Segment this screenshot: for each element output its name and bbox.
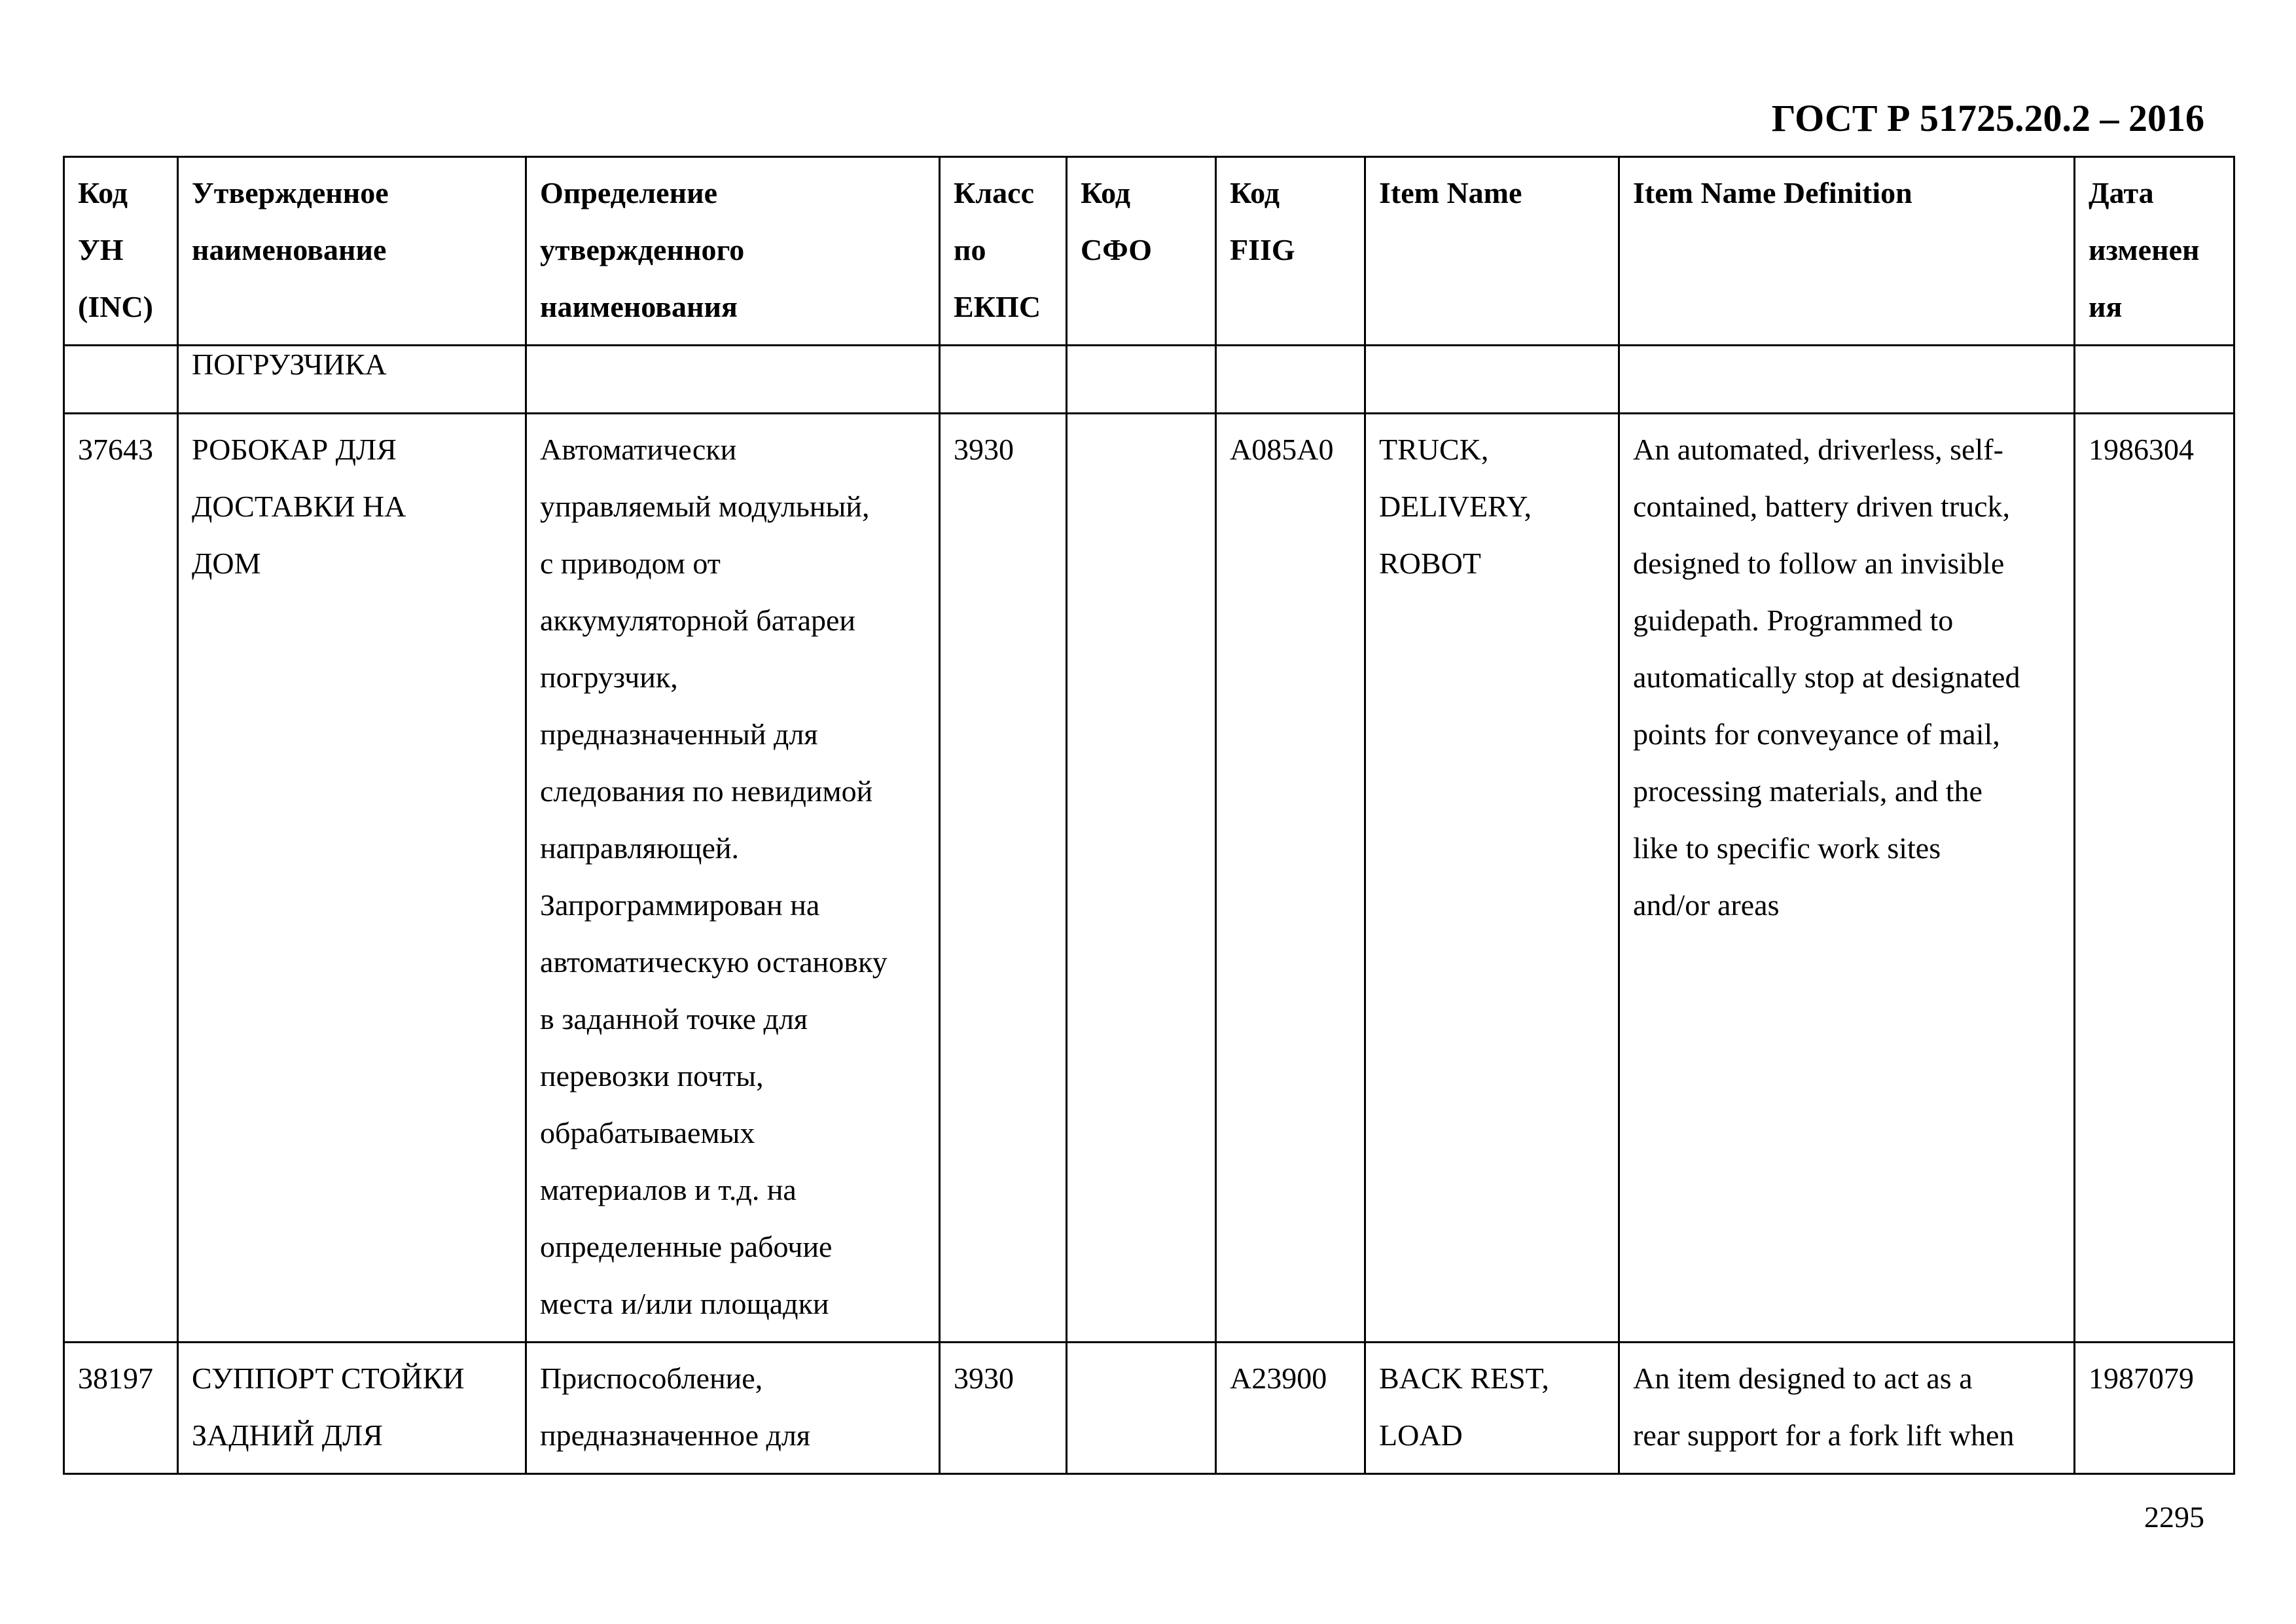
cell-change-date xyxy=(2075,346,2234,414)
column-header-sfo: Код СФО xyxy=(1067,157,1216,346)
column-header-item-name: Item Name xyxy=(1365,157,1619,346)
column-header-class: Класс по ЕКПС xyxy=(940,157,1067,346)
cell-sfo xyxy=(1067,414,1216,1343)
column-header-definition: Определение утвержденного наименования xyxy=(526,157,940,346)
cell-sfo xyxy=(1067,346,1216,414)
cell-item-name-definition: An automated, driverless, self- contained, battery driven truck, designed to follow an invisible guidepath. Programmed to automatically stop at designated points for conveyance of mail, processing materials, and the like to specific work sites and/or areas xyxy=(1619,414,2075,1343)
document-header: ГОСТ Р 51725.20.2 – 2016 xyxy=(1771,97,2204,139)
column-header-fiig: Код FIIG xyxy=(1216,157,1365,346)
cell-class xyxy=(940,346,1067,414)
cell-approved-name: ПОГРУЗЧИКА xyxy=(178,346,526,414)
cell-item-name: TRUCK, DELIVERY, ROBOT xyxy=(1365,414,1619,1343)
cell-fiig xyxy=(1216,346,1365,414)
cell-item-name-definition: An item designed to act as a rear support for a fork lift when xyxy=(1619,1343,2075,1474)
page-number: 2295 xyxy=(2144,1500,2204,1534)
column-header-item-name-definition: Item Name Definition xyxy=(1619,157,2075,346)
cell-inc: 38197 xyxy=(64,1343,178,1474)
cell-inc xyxy=(64,346,178,414)
cell-inc: 37643 xyxy=(64,414,178,1343)
cell-fiig: A23900 xyxy=(1216,1343,1365,1474)
cell-fiig: A085A0 xyxy=(1216,414,1365,1343)
cell-item-name xyxy=(1365,346,1619,414)
cell-approved-name: СУППОРТ СТОЙКИ ЗАДНИЙ ДЛЯ xyxy=(178,1343,526,1474)
column-header-change-date: Дата изменен ия xyxy=(2075,157,2234,346)
cell-sfo xyxy=(1067,1343,1216,1474)
table-row xyxy=(64,1343,2234,1474)
cell-item-name-definition xyxy=(1619,346,2075,414)
cell-definition xyxy=(526,346,940,414)
cell-change-date: 1986304 xyxy=(2075,414,2234,1343)
cell-definition: Автоматически управляемый модульный, с приводом от аккумуляторной батареи погрузчик, предназначенный для следования по невидимой направляющей. Запрограммирован на автоматическую остановку в заданной точке для перевозки почты, обрабатываемых материалов и т.д. на определенные рабочие места и/или площадки xyxy=(526,414,940,1343)
column-header-approved-name: Утвержденное наименование xyxy=(178,157,526,346)
column-header-inc: Код УН (INC) xyxy=(64,157,178,346)
cell-definition: Приспособление, предназначенное для xyxy=(526,1343,940,1474)
cell-change-date: 1987079 xyxy=(2075,1343,2234,1474)
registry-table xyxy=(63,156,2235,1475)
cell-class: 3930 xyxy=(940,414,1067,1343)
cell-item-name: BACK REST, LOAD xyxy=(1365,1343,1619,1474)
cell-class: 3930 xyxy=(940,1343,1067,1474)
cell-approved-name: РОБОКАР ДЛЯ ДОСТАВКИ НА ДОМ xyxy=(178,414,526,1343)
table-row xyxy=(64,346,2234,414)
table-row xyxy=(64,414,2234,1343)
table-header-row xyxy=(64,157,2234,346)
